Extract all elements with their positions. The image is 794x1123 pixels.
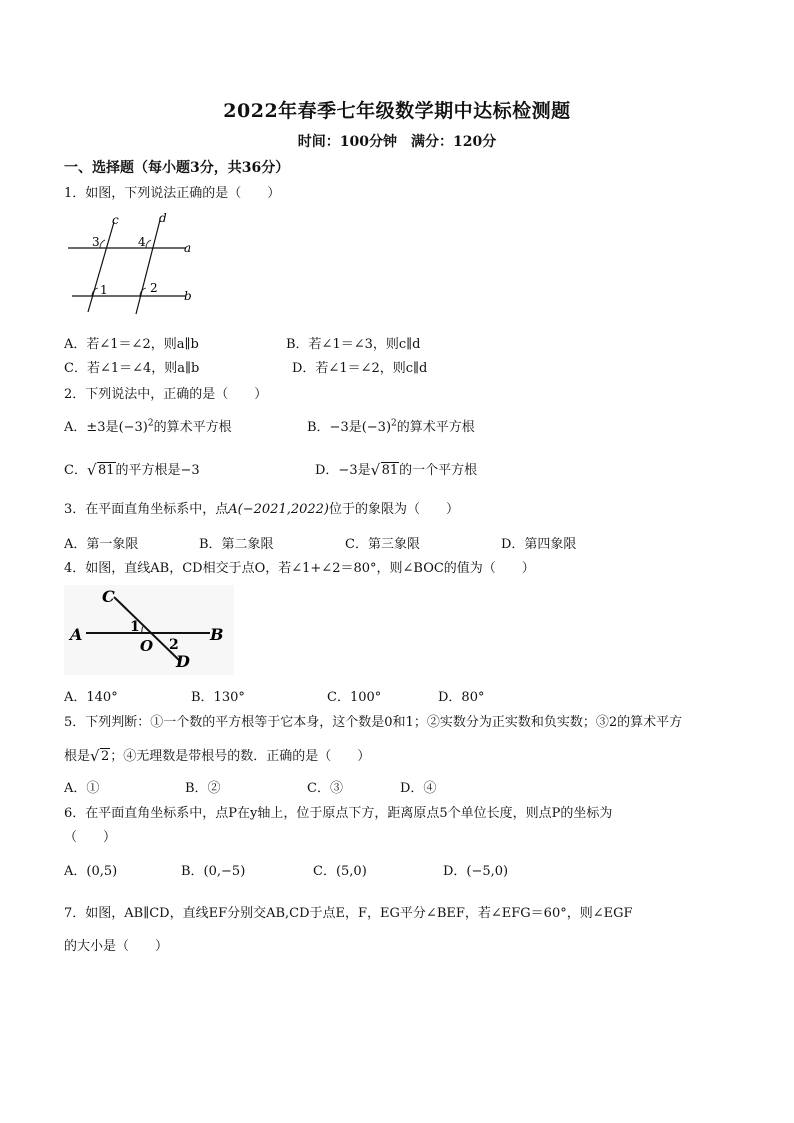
question-2-option-a: A．±3是$(-3)^2$的算术平方根 xyxy=(64,418,232,435)
label-a: a xyxy=(184,241,192,255)
label-3: 3 xyxy=(92,235,100,249)
question-7-stem-line-1: 7．如图，AB∥CD，直线EF分别交AB,CD于点E，F，EG平分∠BEF，若∠EFG＝60°，则∠EGF xyxy=(64,906,633,921)
question-6-stem-line-1: 6．在平面直角坐标系中，点P在y轴上，位于原点下方，距离原点5个单位长度，则点P的坐标为 xyxy=(64,806,613,821)
question-4-option-a: A．140° xyxy=(64,690,118,705)
question-1-stem: 1．如图，下列说法正确的是（ ） xyxy=(64,186,281,201)
question-3-option-a: A．第一象限 xyxy=(64,537,139,552)
label-B: B xyxy=(210,625,224,644)
question-4-option-c: C．100° xyxy=(327,690,382,705)
question-3-option-d: D．第四象限 xyxy=(501,537,577,552)
label-C: C xyxy=(102,587,115,606)
question-6-option-c: C．(5,0) xyxy=(313,864,367,879)
label-1: 1 xyxy=(100,283,108,297)
question-5-option-d: D．④ xyxy=(400,781,437,796)
label-b: b xyxy=(184,289,192,303)
label-O: O xyxy=(140,637,154,655)
question-1-option-c: C．若∠1＝∠4，则a∥b xyxy=(64,361,200,376)
question-2-option-b: B．−3是$(-3)^2$的算术平方根 xyxy=(307,418,475,435)
question-7-stem-line-2: 的大小是（ ） xyxy=(64,939,169,954)
question-1-figure-parallel-lines xyxy=(62,210,202,320)
question-1-option-d: D．若∠1＝∠2，则c∥d xyxy=(292,361,428,376)
label-angle-2: 2 xyxy=(169,637,179,653)
question-1-option-b: B．若∠1＝∠3，则c∥d xyxy=(286,337,421,352)
question-3-option-c: C．第三象限 xyxy=(345,537,420,552)
question-4-stem: 4．如图，直线AB，CD相交于点O，若∠1+∠2＝80°，则∠BOC的值为（ ） xyxy=(64,561,535,576)
question-3-option-b: B．第二象限 xyxy=(199,537,274,552)
question-6-option-d: D．(−5,0) xyxy=(443,864,509,879)
question-1-option-a: A．若∠1＝∠2，则a∥b xyxy=(64,337,199,352)
question-6-stem-line-2: （ ） xyxy=(64,830,117,845)
question-2-option-c: C．√ 81的平方根是−3 xyxy=(64,459,200,478)
label-A: A xyxy=(70,625,83,644)
label-D: D xyxy=(176,652,190,671)
label-c: c xyxy=(112,213,119,227)
label-d: d xyxy=(159,211,167,225)
question-4-figure-intersecting-lines xyxy=(64,585,234,675)
question-2-stem: 2．下列说法中，正确的是（ ） xyxy=(64,387,268,402)
question-5-option-b: B．② xyxy=(185,781,221,796)
question-6-option-b: B．(0,−5) xyxy=(181,864,246,879)
question-4-option-d: D．80° xyxy=(438,690,485,705)
question-6-option-a: A．(0,5) xyxy=(64,864,118,879)
label-angle-1: 1 xyxy=(130,619,140,635)
question-5-stem-line-2: 根是√ 2；④无理数是带根号的数．正确的是（ ） xyxy=(64,745,370,764)
question-5-stem-line-1: 5．下列判断：①一个数的平方根等于它本身，这个数是0和1；②实数分为正实数和负实数；③2的算术平方 xyxy=(64,715,683,730)
question-4-option-b: B．130° xyxy=(191,690,245,705)
question-3-stem: 3．在平面直角坐标系中，点A(−2021,2022)位于的象限为（ ） xyxy=(64,502,460,517)
question-5-option-c: C．③ xyxy=(307,781,343,796)
exam-time-score: 时间：100分钟 满分：120分 xyxy=(297,134,497,150)
question-5-option-a: A．① xyxy=(64,781,100,796)
label-2: 2 xyxy=(150,281,158,295)
question-2-option-d: D．−3是√ 81的一个平方根 xyxy=(315,459,477,478)
section-heading-multiple-choice: 一、选择题（每小题3分，共36分） xyxy=(64,160,290,176)
label-4: 4 xyxy=(138,235,146,249)
page-title: 2022年春季七年级数学期中达标检测题 xyxy=(223,100,571,122)
